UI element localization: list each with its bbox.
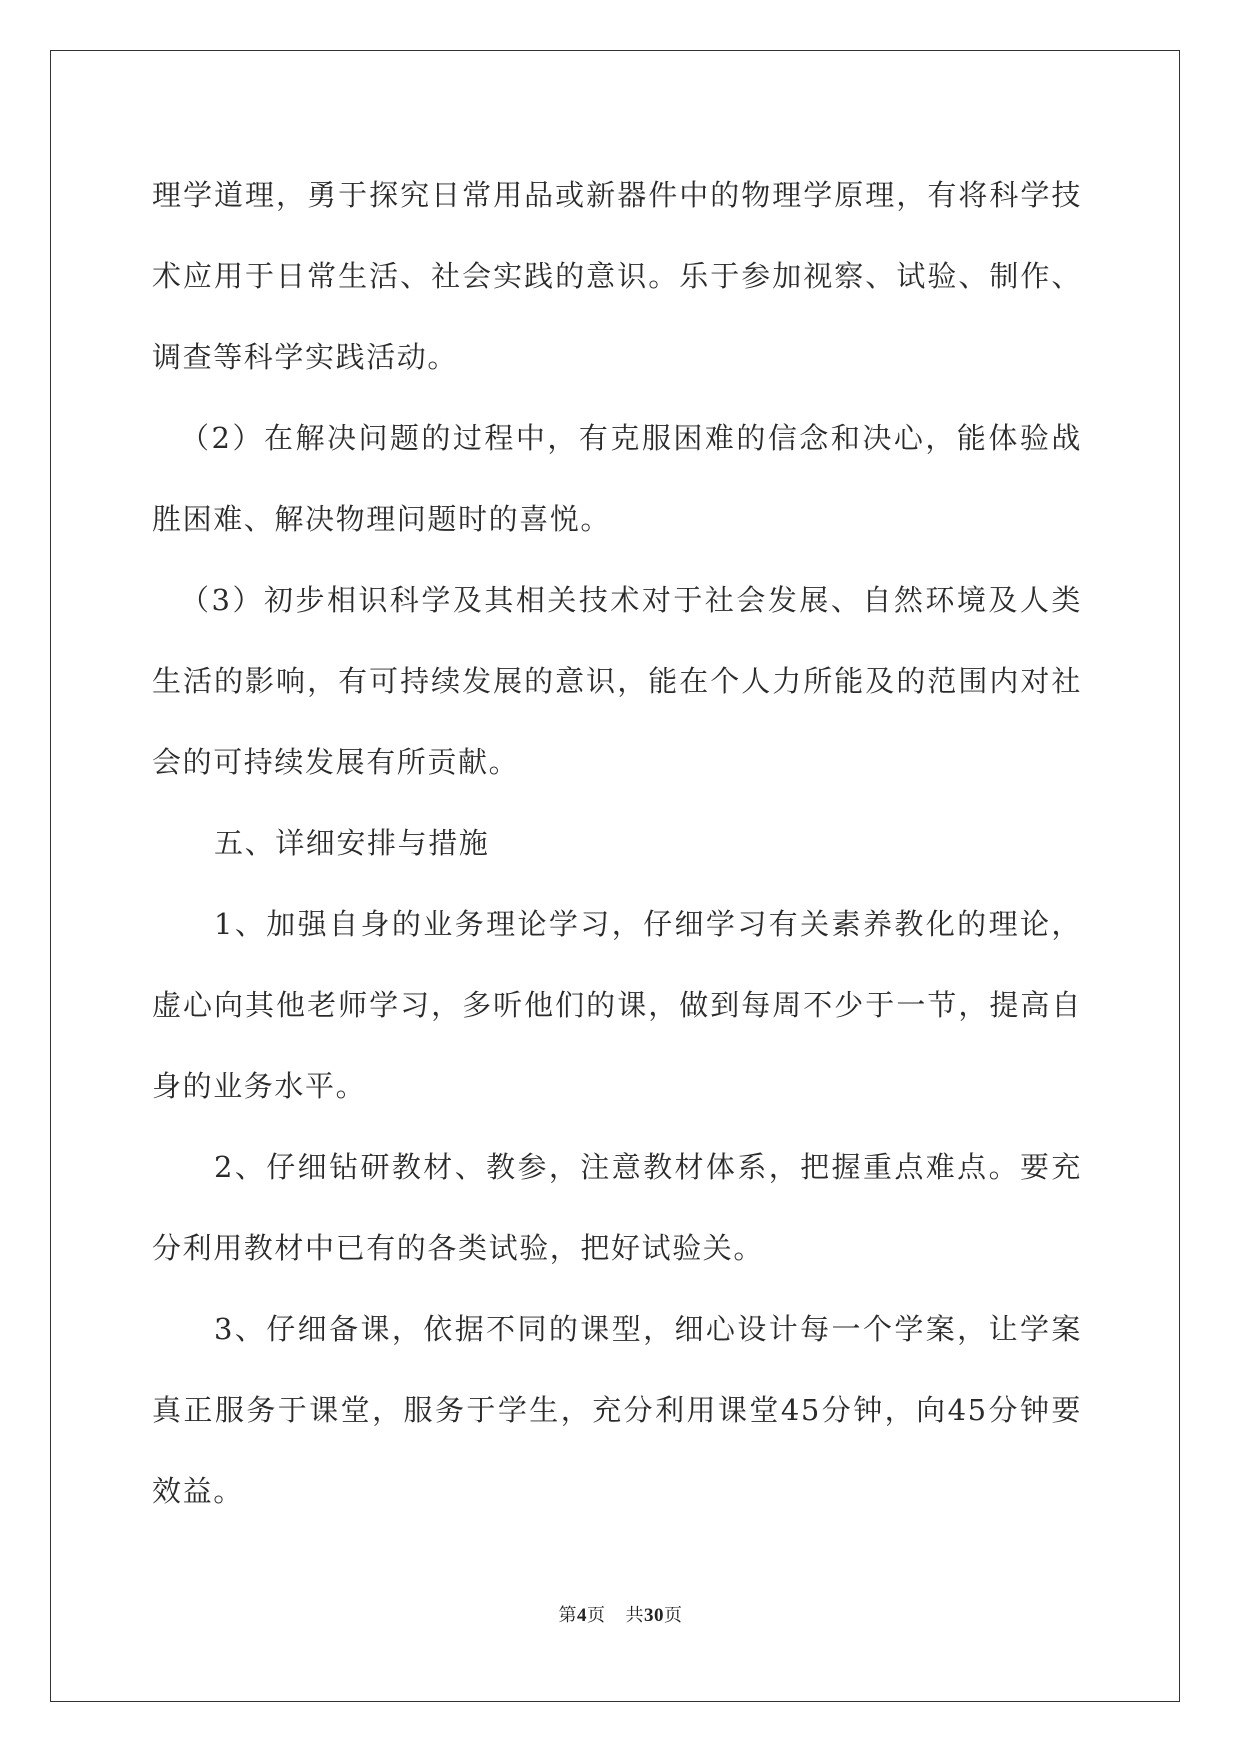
page-footer [0, 1601, 1241, 1627]
paragraph-item-3: 3、仔细备课，依据不同的课型，细心设计每一个学案，让学案真正服务于课堂，服务于学生，充分利用课堂45分钟，向45分钟要效益。 [152, 1312, 1082, 1508]
footer-page-prefix: 第 [558, 1605, 577, 1626]
paragraph-item-1: 1、加强自身的业务理论学习，仔细学习有关素养教化的理论，虚心向其他老师学习，多听他们的课，做到每周不少于一节，提高自身的业务水平。 [152, 907, 1082, 1103]
document-body [152, 155, 1082, 1532]
paragraph-1: 理学道理，勇于探究日常用品或新器件中的物理学原理，有将科学技术应用于日常生活、社会实践的意识。乐于参加视察、试验、制作、调查等科学实践活动。 [152, 178, 1082, 374]
section-heading: 五、详细安排与措施 [214, 826, 490, 860]
footer-total-pages: 30 [644, 1605, 664, 1626]
footer-page-number: 4 [577, 1605, 587, 1626]
footer-page-suffix: 页 [587, 1605, 606, 1626]
paragraph-item-2: 2、仔细钻研教材、教参，注意教材体系，把握重点难点。要充分利用教材中已有的各类试验，把好试验关。 [152, 1150, 1082, 1265]
paragraph-2: （2）在解决问题的过程中，有克服困难的信念和决心，能体验战胜困难、解决物理问题时的喜悦。 [152, 421, 1082, 536]
paragraph-3: （3）初步相识科学及其相关技术对于社会发展、自然环境及人类生活的影响，有可持续发展的意识，能在个人力所能及的范围内对社会的可持续发展有所贡献。 [152, 583, 1082, 779]
footer-total-prefix: 共 [625, 1605, 644, 1626]
footer-total-suffix: 页 [664, 1605, 683, 1626]
